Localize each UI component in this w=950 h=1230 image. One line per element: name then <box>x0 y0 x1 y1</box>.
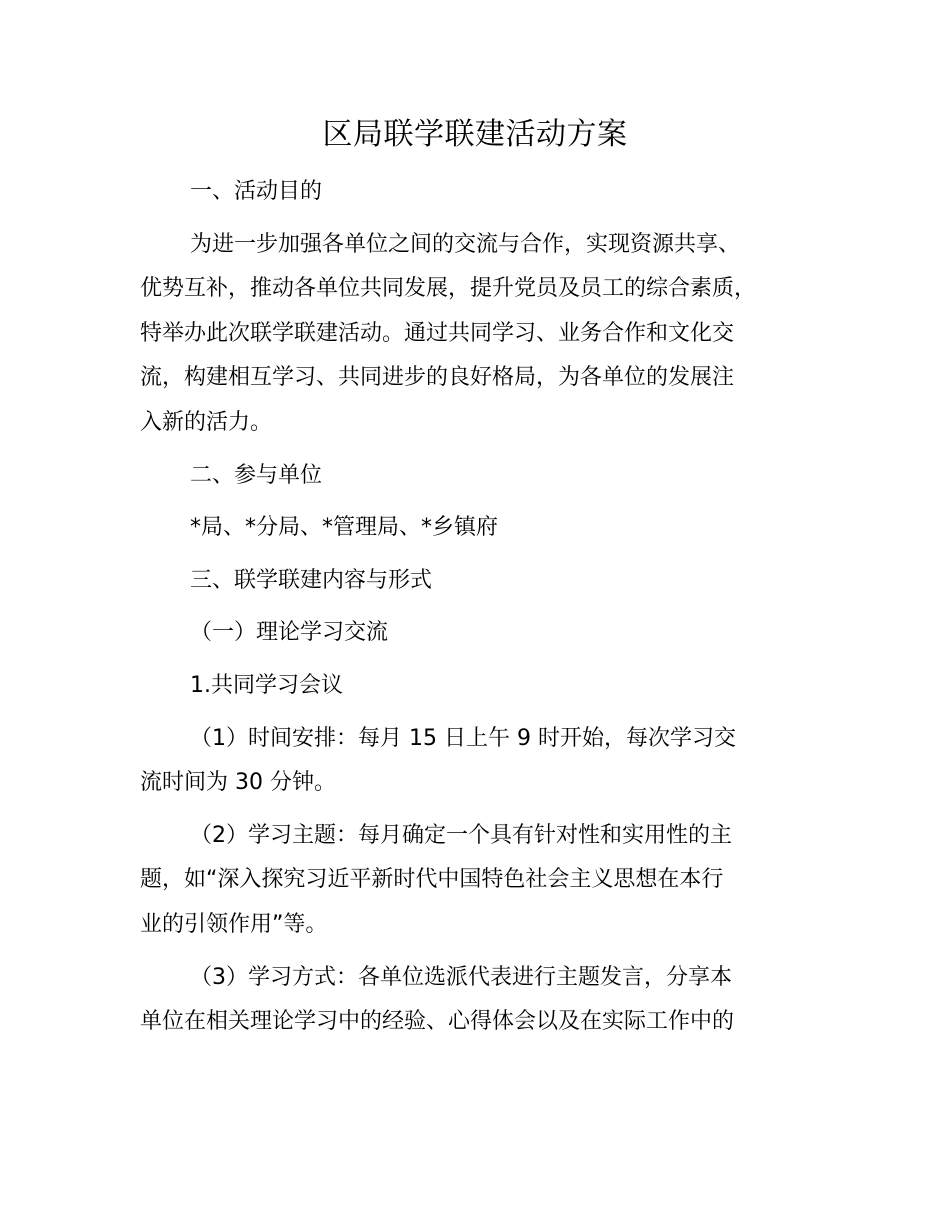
paragraph-gap <box>140 498 840 506</box>
theme-paragraph-line: 题，如“深入探究习近平新时代中国特色社会主义思想在本行 <box>140 867 724 893</box>
purpose-paragraph-line: 特举办此次联学联建活动。通过共同学习、业务合作和文化交 <box>140 320 735 346</box>
purpose-paragraph-line: 优势互补，推动各单位共同发展，提升党员及员工的综合素质， <box>140 276 757 302</box>
paragraph-gap <box>140 656 840 664</box>
schedule-paragraph-line: 流时间为 30 分钟。 <box>140 770 336 796</box>
purpose-paragraph-line: 为进一步加强各单位之间的交流与合作，实现资源共享、 <box>190 231 741 257</box>
subsection-heading-theory-exchange: （一）理论学习交流 <box>190 620 389 646</box>
paragraph-gap <box>140 446 840 454</box>
paragraph-gap <box>140 603 840 611</box>
item-heading-joint-study-meeting: 1.共同学习会议 <box>190 672 343 698</box>
purpose-paragraph-line: 入新的活力。 <box>140 409 273 435</box>
paragraph-gap <box>140 215 840 223</box>
section-heading-purpose: 一、活动目的 <box>190 179 323 204</box>
paragraph-gap <box>140 948 840 956</box>
theme-paragraph-line: （2）学习主题：每月确定一个具有针对性和实用性的主 <box>190 822 732 848</box>
document-body <box>140 170 840 1045</box>
theme-paragraph-line: 业的引领作用”等。 <box>140 911 328 937</box>
document-title: 区局联学联建活动方案 <box>322 117 628 152</box>
paragraph-gap <box>140 806 840 814</box>
method-paragraph-line: （3）学习方式：各单位选派代表进行主题发言，分享本 <box>190 964 732 990</box>
paragraph-gap <box>140 709 840 717</box>
participants-list: *局、*分局、*管理局、*乡镇府 <box>190 515 499 541</box>
section-heading-participants: 二、参与单位 <box>190 462 323 488</box>
method-paragraph-line: 单位在相关理论学习中的经验、心得体会以及在实际工作中的 <box>140 1009 735 1035</box>
paragraph-gap <box>140 551 840 559</box>
purpose-paragraph-line: 流，构建相互学习、共同进步的良好格局，为各单位的发展注 <box>140 365 735 391</box>
schedule-paragraph-line: （1）时间安排：每月 15 日上午 9 时开始，每次学习交 <box>190 725 736 751</box>
section-heading-content-form: 三、联学联建内容与形式 <box>190 567 433 593</box>
